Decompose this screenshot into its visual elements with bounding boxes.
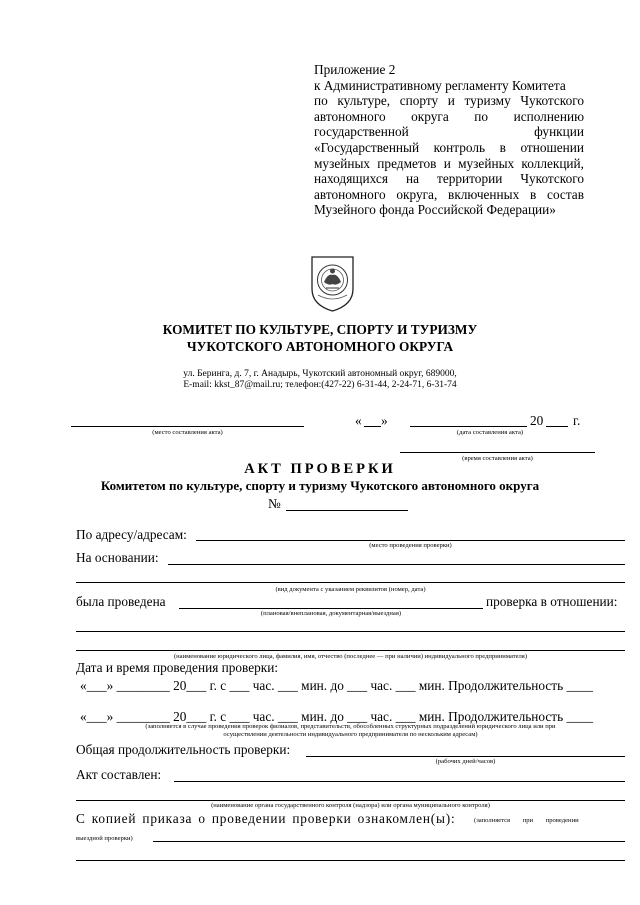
- copy-order-field-line[interactable]: [153, 841, 625, 842]
- conducted-type-field-line[interactable]: [179, 608, 483, 609]
- coat-of-arms-icon: [306, 253, 359, 313]
- datetime-hint-1: (заполняется в случае проведения проверок филиалов, представительств, обособленных структурных подразделений юридического лица или при: [145, 723, 556, 730]
- year-suffix: г.: [573, 413, 581, 428]
- basis-label: На основании:: [76, 550, 159, 565]
- copy-order-hint-a: (заполняется при проведении: [474, 817, 579, 824]
- month-field-line[interactable]: [410, 426, 527, 427]
- conducted-hint: (плановая/внеплановая, документарная/выездная): [260, 610, 402, 617]
- datetime-label: Дата и время проведения проверки:: [76, 660, 279, 675]
- org-name-line1: КОМИТЕТ ПО КУЛЬТУРЕ, СПОРТУ И ТУРИЗМУ: [162, 322, 478, 337]
- place-hint: (место составления акта): [152, 429, 223, 436]
- copy-order-field-line-2[interactable]: [76, 860, 625, 861]
- address-label: По адресу/адресам:: [76, 527, 187, 542]
- datetime-row-2[interactable]: «___» ________ 20___ г. с ___ час. ___ мин. до ___ час. ___ мин. Продолжительность ____: [80, 709, 594, 724]
- appendix-line: «Государственный контроль в отношении: [314, 139, 584, 155]
- address-field-line[interactable]: [196, 540, 625, 541]
- address-hint: (место проведения проверки): [369, 542, 452, 549]
- total-duration-field-line[interactable]: [306, 756, 625, 757]
- year-field-line[interactable]: [546, 426, 568, 427]
- date-close-quote: »: [381, 413, 388, 428]
- entity-field-line-1[interactable]: [76, 631, 625, 632]
- day-field-line[interactable]: [364, 426, 381, 427]
- act-title: АКТ ПРОВЕРКИ: [244, 461, 396, 477]
- drawn-up-field-line[interactable]: [174, 781, 625, 782]
- act-number-field-line[interactable]: [286, 510, 408, 511]
- appendix-line: музейных предметов и музейных коллекций,: [314, 155, 584, 171]
- date-hint: (дата составления акта): [456, 429, 524, 436]
- appendix-block: [314, 62, 584, 218]
- appendix-line: государственной функции: [314, 124, 584, 140]
- appendix-line: автономного округа по исполнению: [314, 108, 584, 124]
- drawn-up-hint: (наименование органа государственного контроля (надзора) или органа муниципального контроля): [211, 802, 490, 809]
- copy-order-hint-b: выездной проверки): [76, 835, 133, 842]
- datetime-hint-2: осуществлении деятельности индивидуального предпринимателя по нескольким адресам): [223, 731, 478, 738]
- appendix-line: автономного округа, включенных в состав: [314, 186, 584, 202]
- total-duration-label: Общая продолжительность проверки:: [76, 742, 291, 757]
- entity-hint: (наименование юридического лица, фамилия, имя, отчество (последнее — при наличии) индивидуального предпринимателя): [173, 653, 528, 660]
- place-field-line[interactable]: [71, 426, 304, 427]
- time-hint: (время составления акта): [462, 455, 533, 462]
- entity-field-line-2[interactable]: [76, 650, 625, 651]
- basis-hint: (вид документа с указанием реквизитов (номер, дата): [275, 586, 426, 593]
- appendix-line: по культуре, спорту и туризму Чукотского: [314, 93, 584, 109]
- drawn-up-label: Акт составлен:: [76, 767, 162, 782]
- org-contacts: E-mail: kkst_87@mail.ru; телефон:(427-22) 6-31-44, 2-24-71, 6-31-74: [183, 380, 457, 390]
- time-field-line[interactable]: [400, 452, 595, 453]
- year-prefix: 20: [530, 413, 544, 428]
- act-subtitle: Комитетом по культуре, спорту и туризму Чукотского автономного округа: [100, 478, 540, 493]
- appendix-line: находящихся на территории Чукотского: [314, 171, 584, 187]
- copy-order-label: С копией приказа о проведении проверки ознакомлен(ы):: [76, 811, 456, 826]
- inspection-regarding-label: проверка в отношении:: [486, 594, 618, 609]
- appendix-line: к Административному регламенту Комитета: [314, 77, 566, 93]
- act-number-sign: №: [268, 496, 281, 511]
- date-open-quote: «: [355, 413, 362, 428]
- org-address: ул. Беринга, д. 7, г. Анадырь, Чукотский автономный округ, 689000,: [183, 369, 457, 379]
- basis-field-line-2[interactable]: [76, 582, 625, 583]
- basis-field-line[interactable]: [168, 564, 625, 565]
- appendix-line: Приложение 2: [314, 62, 396, 77]
- datetime-row-1[interactable]: «___» ________ 20___ г. с ___ час. ___ мин. до ___ час. ___ мин. Продолжительность ____: [80, 678, 594, 693]
- drawn-up-field-line-2[interactable]: [76, 800, 625, 801]
- total-duration-hint: (рабочих дней/часов): [435, 758, 496, 765]
- appendix-line: Музейного фонда Российской Федерации»: [314, 202, 556, 218]
- org-name-line2: ЧУКОТСКОГО АВТОНОМНОГО ОКРУГА: [186, 339, 454, 354]
- conducted-label: была проведена: [76, 594, 166, 609]
